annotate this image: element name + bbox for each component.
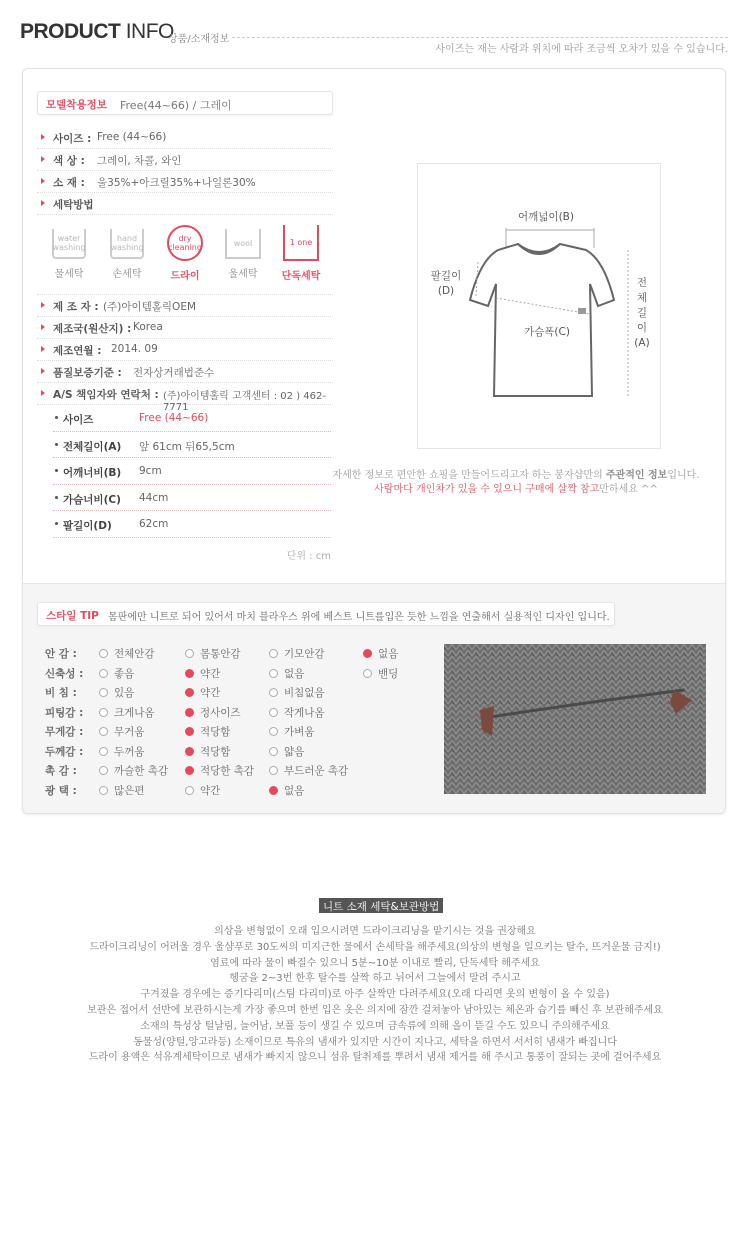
spec-key: 제조국(원산지) :	[53, 323, 132, 335]
style-row-weight: 무게감 : 무거움 적당함 가벼움	[45, 726, 315, 738]
header-divider	[232, 37, 728, 38]
spec-row-size	[37, 127, 333, 149]
spec-value: 2014. 09	[111, 343, 158, 355]
spec-value: 전자상거래법준수	[133, 367, 215, 379]
care-line: 헹굼을 2~3번 한후 탈수를 살짝 하고 뉘어서 그늘에서 말려 주시고	[229, 973, 521, 985]
washing-icons	[37, 215, 333, 295]
spec-row-washing	[37, 193, 333, 215]
spec-value: 울35%+아크릴35%+나일론30%	[97, 177, 256, 189]
bullet-arrow-icon	[41, 200, 45, 206]
spec-row-as	[37, 383, 333, 413]
bullet-arrow-icon	[41, 302, 45, 308]
model-info-tag	[37, 91, 333, 115]
spec-value: (주)아이템홀릭OEM	[103, 301, 197, 313]
care-line: 동물성(양털,앙고라등) 소재이므로 특유의 냄새가 있지만 시간이 지나고, 세탁을 하면서 서서히 냄새가 빠집니다	[133, 1036, 617, 1048]
spec-key: A/S 책임자와 연락처 :	[53, 389, 159, 401]
bullet-arrow-icon	[41, 390, 45, 396]
size-row: 사이즈 Free (44~66)	[53, 405, 331, 432]
spec-key: 제조연월 :	[53, 345, 102, 357]
care-line: 염료에 따라 물이 빠질수 있으니 5분~10분 이내로 빨리, 단독세탁 해주세요	[210, 957, 540, 969]
spec-row-warranty	[37, 361, 333, 383]
spec-value: 그레이, 차콜, 와인	[97, 155, 182, 167]
spec-value: Free (44~66)	[97, 131, 167, 143]
spec-value: (주)아이템홀릭 고객센터 : 02 ) 462- 7771	[163, 391, 326, 413]
hand-washing-icon: hand washing	[110, 229, 144, 259]
bullet-arrow-icon	[41, 324, 45, 330]
care-line: 드라이 용액은 석유계세탁이므로 냄새가 빠지지 않으니 섬유 탈취제를 뿌려서 냄새 제거를 해 주시고 통풍이 잘되는 곳에 걸어주세요	[88, 1052, 662, 1064]
style-row-lining: 안 감 : 전체안감 몸통안감 기모안감 없음	[45, 648, 399, 660]
spec-key: 색 상 :	[53, 155, 85, 167]
style-row-stretch: 신축성 : 좋음 약간 없음 밴딩	[45, 667, 399, 680]
sleeve-label: 팔길이 (D)	[430, 270, 462, 297]
bullet-arrow-icon	[41, 346, 45, 352]
model-info-label: 모델착용정보	[46, 99, 107, 111]
spec-row-date	[37, 339, 333, 361]
model-info-value: Free(44~66) / 그레이	[120, 99, 232, 112]
page-subtitle: 상품/소재정보	[168, 34, 230, 45]
product-spec-list	[37, 127, 333, 413]
wash-item	[105, 225, 149, 280]
size-table	[53, 405, 331, 562]
care-title: 니트 소재 세탁&보관방법	[319, 898, 443, 913]
wash-item	[221, 225, 265, 280]
spec-row-origin	[37, 317, 333, 339]
shoulder-label: 어깨넓이(B)	[518, 211, 574, 223]
length-label: 전 체 길 이 (A)	[634, 277, 650, 349]
spec-key: 제 조 자 :	[53, 301, 99, 313]
care-line: 구겨졌을 경우에는 증기다리미(스팀 다리미)로 아주 살짝만 다려주세요(오래 다리면 옷의 변형이 올 수 있음)	[140, 989, 610, 1001]
wash-caption: 물세탁	[54, 269, 84, 280]
style-tip-text: 몸판에만 니트로 되어 있어서 마치 블라우스 위에 베스트 니트를입은 듯한 느낌을 연출해서 실용적인 디자인 입니다.	[108, 612, 610, 623]
bullet-arrow-icon	[41, 178, 45, 184]
style-tip-tag	[37, 602, 615, 626]
size-note: 사이즈는 재는 사람과 위치에 따라 조금씩 오차가 있을 수 있습니다.	[435, 44, 728, 55]
bullet-arrow-icon	[41, 156, 45, 162]
wash-caption: 울세탁	[228, 269, 258, 280]
wash-item	[47, 225, 91, 280]
water-washing-icon: water washing	[52, 229, 86, 259]
style-tip-label: 스타일 TIP	[46, 610, 99, 622]
spec-row-material	[37, 171, 333, 193]
care-line: 드라이크리닝이 어려울 경우 울샴푸로 30도씨의 미지근한 물에서 손세탁을 해주세요(의상의 변형을 일으키는 탈수, 뜨거운물 금지!)	[89, 941, 661, 953]
knit-fabric-photo	[444, 644, 706, 794]
wash-caption: 드라이	[170, 271, 200, 282]
single-wash-icon: 1 one	[283, 225, 319, 261]
wash-caption: 단독세탁	[281, 271, 321, 282]
spec-row-color	[37, 149, 333, 171]
wash-caption: 손세탁	[112, 269, 142, 280]
chest-label: 가슴폭(C)	[524, 326, 570, 338]
style-row-sheer: 비 침 : 있음 약간 비침없음	[45, 687, 325, 699]
section-header	[20, 20, 728, 54]
size-unit: 단위 : cm	[286, 550, 331, 562]
care-line: 의상을 변형없이 오래 입으시려면 드라이크리닝을 맡기시는 것을 권장해요	[214, 926, 536, 937]
spec-key: 품질보증기준 :	[53, 367, 122, 379]
size-row: 가슴너비(C) 44cm	[53, 485, 331, 512]
style-attributes	[45, 643, 405, 799]
size-row: 어깨너비(B) 9cm	[53, 458, 331, 485]
care-instructions	[0, 924, 750, 1066]
care-line: 소재의 특성상 털날림, 늘어남, 보풀 등이 생길 수 있으며 금속류에 의해 올이 뜯길 수도 있으니 주의해주세요	[140, 1020, 610, 1032]
size-row: 전체길이(A) 앞 61cm 뒤65,5cm	[53, 432, 331, 459]
wash-item	[163, 225, 207, 282]
style-row-texture: 촉 감 : 까슬한 촉감 적당한 촉감 부드러운 촉감	[45, 765, 349, 777]
spec-key: 소 재 :	[53, 177, 85, 189]
care-line: 보관은 접어서 선반에 보관하시는게 가장 좋으며 한번 입은 옷은 의지에 잠깐 걸쳐놓아 남아있는 체온과 습기를 빼신 후 보관해주세요	[87, 1004, 663, 1016]
style-row-fit: 피팅감 : 크게나옴 정사이즈 작게나옴	[45, 706, 325, 719]
dry-cleaning-icon: dry cleaning	[167, 225, 203, 261]
washing-title: 세탁방법	[53, 199, 94, 211]
size-row: 팔길이(D) 62cm	[53, 511, 331, 538]
style-row-thickness: 두께감 : 두꺼움 적당함 얇음	[45, 745, 305, 758]
garment-diagram	[417, 163, 661, 449]
bullet-arrow-icon	[41, 368, 45, 374]
wash-item	[279, 225, 323, 282]
diagram-description: 자세한 정보로 편안한 쇼핑을 만들어드리고자 하는 봉자샵만의 주관적인 정보입니다. 사람마다 개인차가 있을 수 있으니 구매에 살짝 참고만하세요 ^^	[332, 470, 700, 495]
spec-key: 사이즈 :	[53, 133, 92, 145]
bullet-arrow-icon	[41, 134, 45, 140]
page-title: PRODUCT INFO	[20, 20, 174, 43]
spec-value: Korea	[133, 321, 163, 333]
style-row-gloss: 광 택 : 많은편 약간 없음	[45, 784, 305, 797]
spec-row-maker	[37, 295, 333, 317]
wool-washing-icon: wool	[225, 229, 261, 259]
product-info-panel	[22, 68, 726, 814]
tshirt-diagram-icon	[418, 164, 660, 448]
